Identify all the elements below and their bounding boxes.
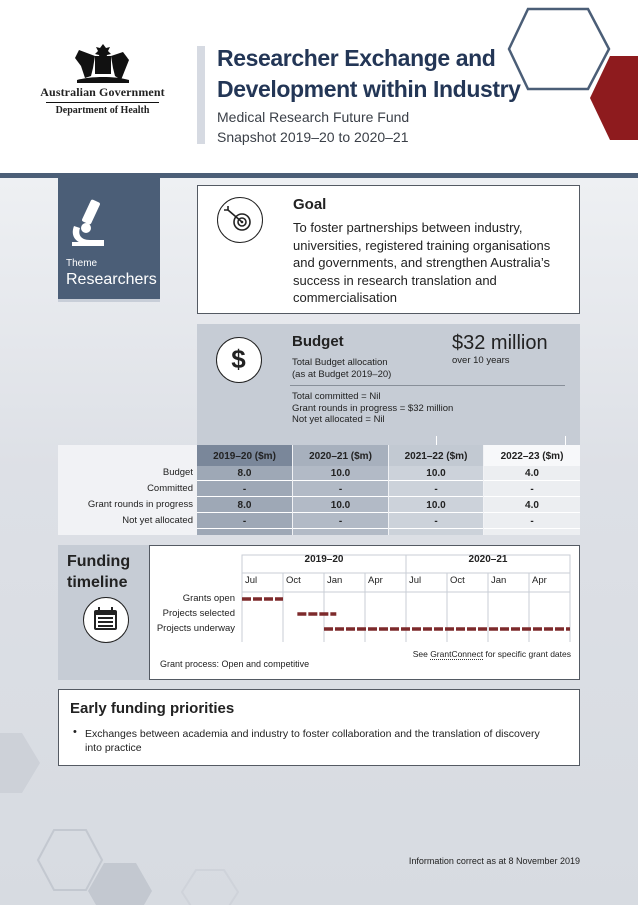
title-accent-bar [197, 46, 205, 144]
budget-divider [290, 385, 565, 386]
table-cell: - [293, 482, 388, 497]
table-column-2021-22 [389, 445, 483, 535]
column-header: 2019–20 ($m) [197, 445, 292, 466]
table-cell: - [484, 514, 580, 529]
theme-value: Researchers [66, 271, 157, 288]
table-cell: - [389, 482, 483, 497]
in-progress-text: Grant rounds in progress = $32 million [292, 402, 454, 414]
budget-tick [565, 436, 566, 445]
grantconnect-link[interactable]: GrantConnect [430, 649, 484, 659]
coat-of-arms-icon [71, 42, 135, 84]
government-name: Australian Government [40, 85, 165, 99]
budget-heading: Budget [292, 333, 344, 350]
not-allocated-text: Not yet allocated = Nil [292, 414, 385, 425]
timeline-row-label: Grants open [182, 593, 235, 604]
page-header [0, 0, 638, 173]
committed-text: Total committed = Nil [292, 391, 381, 402]
table-cell: 4.0 [484, 498, 580, 513]
target-icon [218, 198, 261, 241]
timeline-heading-line-1: Funding [67, 553, 131, 570]
month-label: Jul [409, 575, 422, 586]
priorities-heading: Early funding priorities [70, 700, 235, 717]
budget-box [197, 324, 580, 445]
svg-text:$: $ [231, 344, 246, 374]
goal-text: To foster partnerships between industry, universities, registered training organisations and governments, and strengthen Australia’s success in research translation and commercialisation [293, 220, 551, 305]
table-cell: - [197, 514, 292, 529]
timeline-chart [149, 545, 580, 680]
subtitle-line-1: Medical Research Future Fund [217, 109, 410, 125]
title-line-2: Development within Industry [217, 76, 521, 102]
month-label: Oct [450, 575, 465, 586]
row-label-budget: Budget [162, 467, 193, 478]
department-name: Department of Health [55, 105, 150, 116]
month-label: Jan [491, 575, 507, 586]
allocation-line-2: (as at Budget 2019–20) [292, 369, 392, 380]
table-cell: 4.0 [484, 466, 580, 481]
page-title [217, 43, 521, 105]
grant-process: Grant process: Open and competitive [160, 659, 310, 669]
year-label: 2019–20 [304, 554, 344, 565]
see-suffix: for specific grant dates [485, 649, 571, 659]
budget-icon-circle [216, 337, 262, 383]
calendar-icon [84, 598, 127, 641]
budget-allocation-note [292, 357, 391, 381]
row-label-not-allocated: Not yet allocated [122, 515, 193, 526]
row-label-in-progress: Grant rounds in progress [87, 499, 193, 510]
funding-timeline [58, 545, 580, 680]
priority-item: Exchanges between academia and industry to foster collaboration and the translation of discovery into practice [85, 728, 540, 754]
logo-divider [46, 102, 159, 103]
table-cell: - [293, 514, 388, 529]
row-label-committed: Committed [147, 483, 193, 494]
month-label: Apr [368, 575, 383, 586]
page-subtitle [217, 107, 409, 147]
table-column-2022-23 [484, 445, 580, 535]
theme-panel [58, 178, 160, 302]
table-cell: 8.0 [197, 466, 292, 481]
table-cell: - [197, 482, 292, 497]
budget-table [58, 445, 580, 535]
see-prefix: See [412, 649, 428, 659]
early-funding-priorities [58, 689, 580, 766]
goal-icon-circle [217, 197, 263, 243]
month-label: Apr [532, 575, 547, 586]
timeline-row-label: Projects selected [162, 608, 235, 619]
table-cell: 10.0 [293, 498, 388, 513]
goal-heading: Goal [293, 196, 327, 213]
bullet-icon: • [73, 726, 77, 738]
timeline-row-label: Projects underway [156, 623, 235, 634]
theme-underline [58, 299, 160, 302]
budget-amount-period: over 10 years [452, 355, 510, 366]
month-label: Oct [286, 575, 301, 586]
timeline-heading [67, 551, 130, 593]
grantconnect-note [413, 649, 571, 659]
budget-summary [292, 391, 453, 426]
month-label: Jan [327, 575, 343, 586]
column-header: 2022–23 ($m) [484, 445, 580, 466]
month-label: Jul [245, 575, 258, 586]
table-cell: - [389, 514, 483, 529]
table-cell: 10.0 [389, 466, 483, 481]
table-cell: 8.0 [197, 498, 292, 513]
theme-label: Theme [66, 258, 98, 269]
table-cell: 10.0 [293, 466, 388, 481]
column-header: 2021–22 ($m) [389, 445, 483, 466]
dollar-icon [217, 338, 260, 381]
government-logo [40, 42, 165, 116]
title-line-1: Researcher Exchange and [217, 45, 496, 71]
table-column-2019-20 [197, 445, 292, 535]
budget-tick [436, 436, 437, 445]
table-cell: - [484, 482, 580, 497]
column-header: 2020–21 ($m) [293, 445, 388, 466]
timeline-heading-line-2: timeline [67, 574, 128, 591]
subtitle-line-2: Snapshot 2019–20 to 2020–21 [217, 129, 409, 145]
goal-box [197, 185, 580, 314]
footer-note: Information correct as at 8 November 2019 [408, 856, 580, 866]
microscope-icon [68, 198, 108, 248]
year-label: 2020–21 [468, 554, 508, 565]
table-cell: 10.0 [389, 498, 483, 513]
budget-amount: $32 million [452, 332, 548, 354]
table-column-2020-21 [293, 445, 388, 535]
allocation-line-1: Total Budget allocation [292, 357, 388, 368]
